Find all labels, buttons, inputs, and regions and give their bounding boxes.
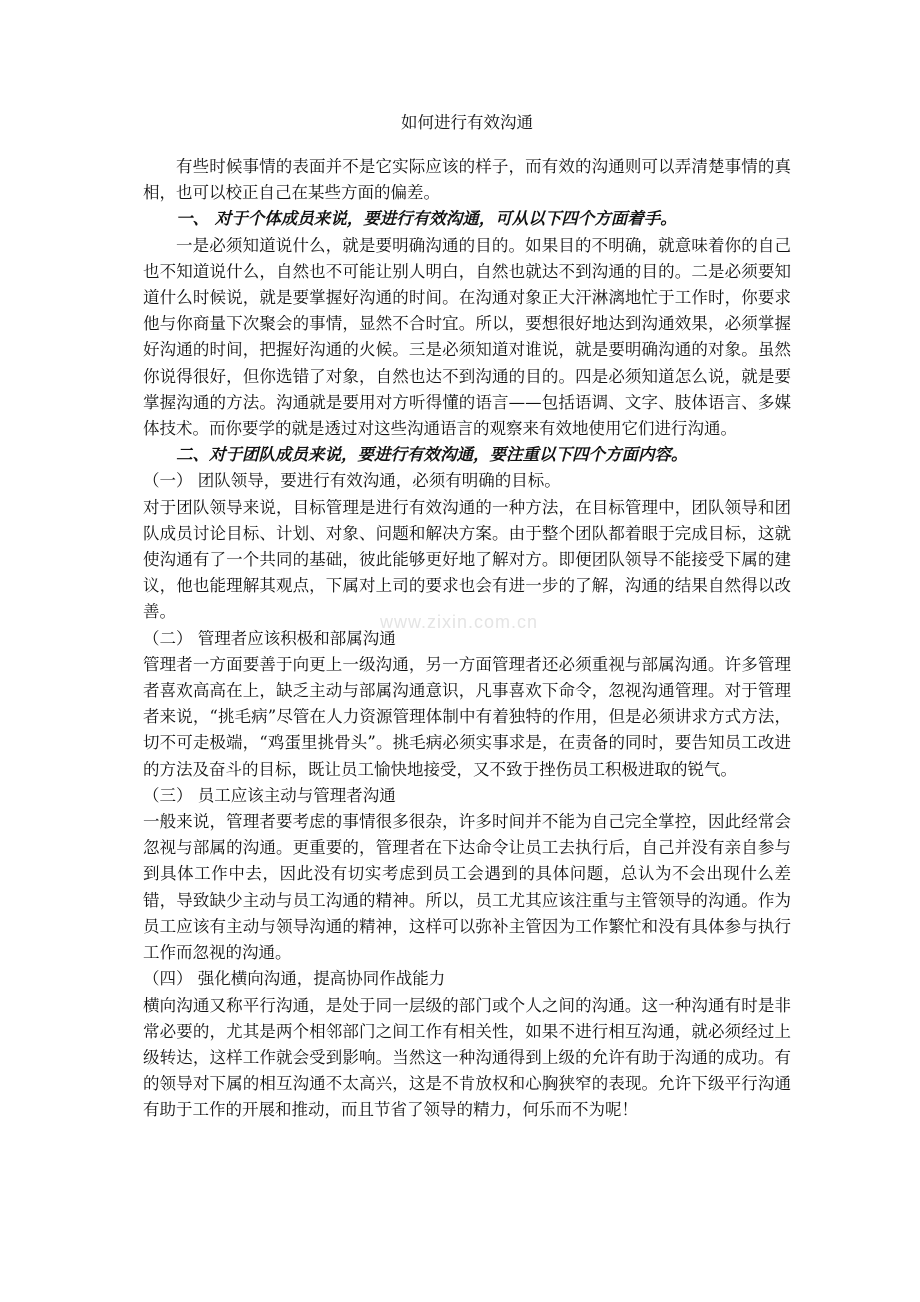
subsection-1-label: （一） 团队领导，要进行有效沟通，必须有明确的目标。 — [143, 471, 561, 491]
subsection-2-body: 管理者一方面要善于向更上一级沟通，另一方面管理者还必须重视与部属沟通。许多管理者喜欢高高在上，缺乏主动与部属沟通意识，凡事喜欢下命令，忽视沟通管理。对于管理者来说，“挑毛病”尽管在人力资源管理体制中有着独特的作用，但是必须讲求方式方法，切不可走极端，“鸡蛋里挑骨头”。挑毛病必须实事求是，在责备的同时，要告知员工改进的方法及奋斗的目标，既让员工愉快地接受，又不致于挫伤员工积极进取的锐气。 — [143, 654, 791, 779]
document-title: 如何进行有效沟通 — [401, 113, 533, 132]
subsection-1-body: 对于团队领导来说，目标管理是进行有效沟通的一种方法，在目标管理中，团队领导和团队成员讨论目标、计划、对象、问题和解决方案。由于整个团队都着眼于完成目标，这就使沟通有了一个共同的基础，彼此能够更好地了解对方。即便团队领导不能接受下属的建议，他也能理解其观点，下属对上司的要求也会有进一步的了解，沟通的结果自然得以改善。 — [143, 497, 791, 622]
intro-paragraph: 有些时候事情的表面并不是它实际应该的样子，而有效的沟通则可以弄清楚事情的真相，也可以校正自己在某些方面的偏差。 — [143, 157, 791, 203]
section-1-body: 一是必须知道说什么，就是要明确沟通的目的。如果目的不明确，就意味着你的自己也不知道说什么，自然也不可能让别人明白，自然也就达不到沟通的目的。二是必须要知道什么时候说，就是要掌握好沟通的时间。在沟通对象正大汗淋漓地忙于工作时，你要求他与你商量下次聚会的事情，显然不合时宜。所以，要想很好地达到沟通效果，必须掌握好沟通的时间，把握好沟通的火候。三是必须知道对谁说，就是要明确沟通的对象。虽然你说得很好，但你选错了对象，自然也达不到沟通的目的。四是必须知道怎么说，就是要掌握沟通的方法。沟通就是要用对方听得懂的语言——包括语调、文字、肢体语言、多媒体技术。而你要学的就是透过对这些沟通语言的观察来有效地使用它们进行沟通。 — [143, 235, 791, 439]
subsection-3-label: （三） 员工应该主动与管理者沟通 — [143, 785, 396, 805]
subsection-4-label: （四） 强化横向沟通，提高协同作战能力 — [143, 969, 446, 989]
watermark: www.zixin.com.cn — [380, 612, 539, 632]
subsection-4-body: 横向沟通又称平行沟通，是处于同一层级的部门或个人之间的沟通。这一种沟通有时是非常必要的，尤其是两个相邻部门之间工作有相关性，如果不进行相互沟通，就必须经过上级转达，这样工作就会受到影响。当然这一种沟通得到上级的允许有助于沟通的成功。有的领导对下属的相互沟通不太高兴，这是不肯放权和心胸狭窄的表现。允许下级平行沟通有助于工作的开展和推动，而且节省了领导的精力，何乐而不为呢！ — [143, 995, 791, 1120]
subsection-2-label: （二） 管理者应该积极和部属沟通 — [143, 628, 396, 648]
section-2-heading: 二、对于团队成员来说，要进行有效沟通，要注重以下四个方面内容。 — [176, 445, 688, 465]
section-1-heading: 一、 对于个体成员来说，要进行有效沟通，可从以下四个方面着手。 — [176, 209, 677, 229]
subsection-3-body: 一般来说，管理者要考虑的事情很多很杂，许多时间并不能为自己完全掌控，因此经常会忽视与部属的沟通。更重要的，管理者在下达命令让员工去执行后，自己并没有亲自参与到具体工作中去，因此没有切实考虑到员工会遇到的具体问题，总认为不会出现什么差错，导致缺少主动与员工沟通的精神。所以，员工尤其应该注重与主管领导的沟通。作为员工应该有主动与领导沟通的精神，这样可以弥补主管因为工作繁忙和没有具体参与执行工作而忽视的沟通。 — [143, 812, 791, 963]
